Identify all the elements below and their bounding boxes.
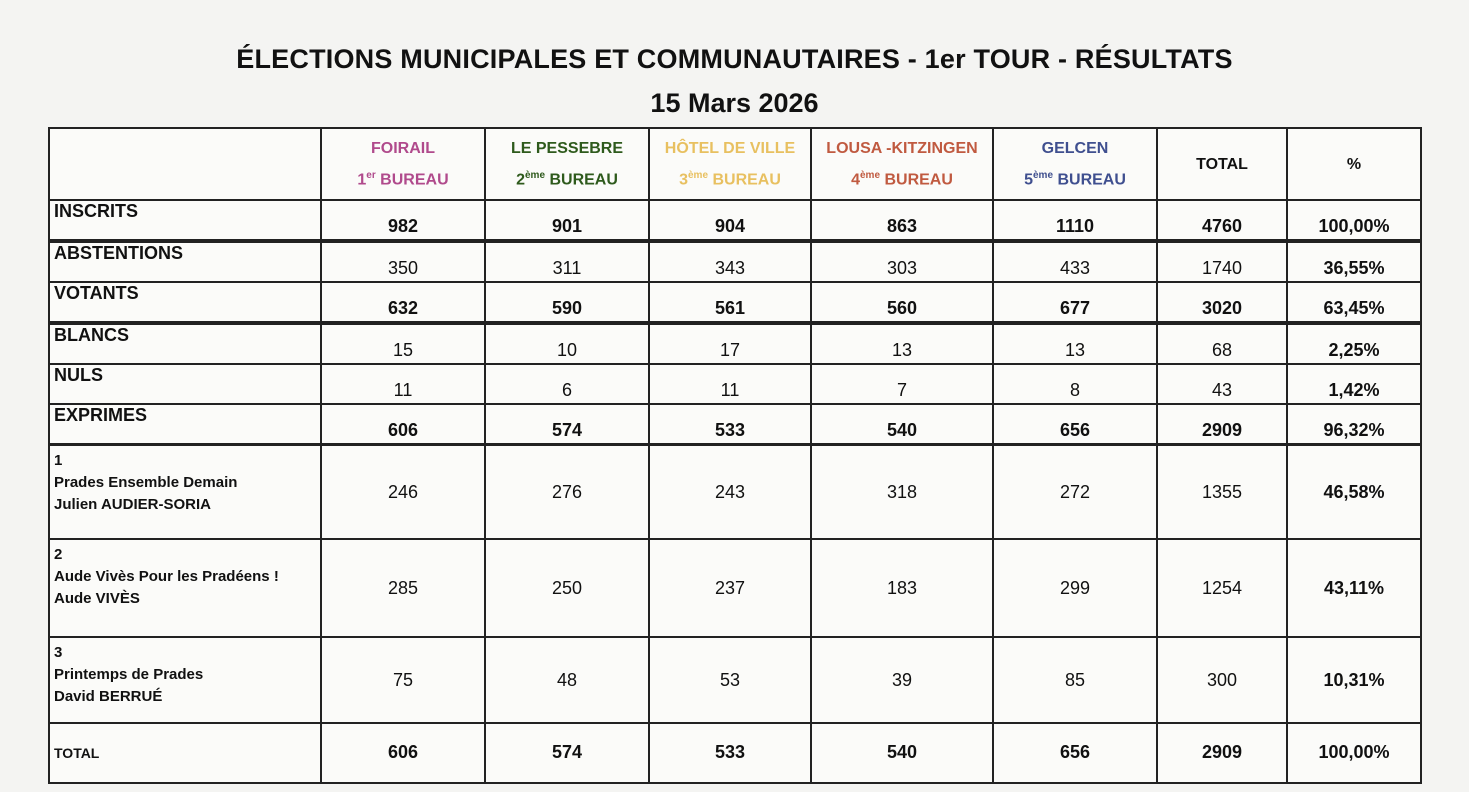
candidate-total: 1355 [1157, 445, 1287, 539]
row-label: EXPRIMES [49, 404, 321, 444]
candidate-total: 1254 [1157, 539, 1287, 637]
row-label: INSCRITS [49, 200, 321, 241]
row-total: 68 [1157, 323, 1287, 364]
candidate-row [49, 539, 1421, 637]
row-value: 10 [485, 323, 649, 364]
header-empty-cell [49, 128, 321, 200]
table-row [49, 364, 1421, 404]
bureau-name: GELCEN [1041, 139, 1109, 157]
row-pct: 63,45% [1287, 282, 1421, 323]
row-value: 982 [321, 200, 485, 241]
candidate-label [49, 539, 321, 637]
candidate-head: David BERRUÉ [54, 688, 163, 705]
row-pct: 36,55% [1287, 241, 1421, 282]
candidate-row [49, 637, 1421, 723]
bureau-word: BUREAU [884, 171, 953, 189]
bureau-sup: ème [1032, 169, 1053, 181]
row-value: 561 [649, 282, 811, 323]
candidate-value: 48 [485, 637, 649, 723]
total-label: TOTAL [49, 723, 321, 783]
bureau-word: BUREAU [1057, 171, 1126, 189]
row-value: 433 [993, 241, 1157, 282]
bureau-word: BUREAU [380, 171, 449, 189]
row-value: 560 [811, 282, 993, 323]
results-table [48, 127, 1422, 445]
row-label: VOTANTS [49, 282, 321, 323]
candidate-total: 300 [1157, 637, 1287, 723]
row-total: 3020 [1157, 282, 1287, 323]
table-row [49, 200, 1421, 241]
bureau-number [650, 162, 810, 193]
candidate-value: 85 [993, 637, 1157, 723]
candidate-pct: 43,11% [1287, 539, 1421, 637]
bureau-sup: ème [524, 169, 545, 181]
candidate-num: 3 [54, 644, 63, 661]
header-row [49, 128, 1421, 200]
candidate-value: 53 [649, 637, 811, 723]
total-value: 540 [811, 723, 993, 783]
table-row [49, 404, 1421, 444]
candidate-value: 285 [321, 539, 485, 637]
candidate-label [49, 445, 321, 539]
candidate-value: 237 [649, 539, 811, 637]
bureau-name: LE PESSEBRE [510, 139, 624, 157]
table-row [49, 282, 1421, 323]
bureau-sup: ème [859, 169, 880, 181]
candidate-value: 272 [993, 445, 1157, 539]
candidate-list: Aude Vivès Pour les Pradéens ! [54, 568, 279, 585]
bureau-num: 3 [679, 171, 688, 189]
bureau-num: 1 [357, 171, 367, 189]
candidate-value: 250 [485, 539, 649, 637]
row-value: 11 [649, 364, 811, 404]
total-pct: 100,00% [1287, 723, 1421, 783]
bureau-number [812, 162, 992, 193]
header-bureau-4 [811, 128, 993, 200]
row-pct: 1,42% [1287, 364, 1421, 404]
row-value: 13 [993, 323, 1157, 364]
row-value: 303 [811, 241, 993, 282]
candidate-list: Prades Ensemble Demain [54, 474, 238, 491]
candidate-value: 39 [811, 637, 993, 723]
row-total: 2909 [1157, 404, 1287, 444]
row-value: 8 [993, 364, 1157, 404]
total-value: 533 [649, 723, 811, 783]
row-label: NULS [49, 364, 321, 404]
total-value: 656 [993, 723, 1157, 783]
bureau-num: 5 [1024, 171, 1033, 189]
bureau-num: 2 [516, 171, 525, 189]
row-value: 350 [321, 241, 485, 282]
row-pct: 100,00% [1287, 200, 1421, 241]
row-value: 311 [485, 241, 649, 282]
bureau-number [486, 162, 648, 193]
row-value: 13 [811, 323, 993, 364]
row-value: 574 [485, 404, 649, 444]
row-value: 656 [993, 404, 1157, 444]
header-bureau-3 [649, 128, 811, 200]
candidate-value: 276 [485, 445, 649, 539]
candidate-value: 243 [649, 445, 811, 539]
candidate-label [49, 637, 321, 723]
bureau-name: HÔTEL DE VILLE [664, 139, 796, 157]
bureau-sup: ème [687, 169, 708, 181]
table-row [49, 323, 1421, 364]
row-value: 343 [649, 241, 811, 282]
header-pct: % [1287, 128, 1421, 200]
bureau-num: 4 [851, 171, 860, 189]
bureau-name: LOUSA -KITZINGEN [826, 139, 978, 157]
row-value: 540 [811, 404, 993, 444]
header-bureau-2 [485, 128, 649, 200]
candidate-num: 2 [54, 546, 63, 563]
candidate-num: 1 [54, 452, 63, 469]
total-value: 574 [485, 723, 649, 783]
row-total: 4760 [1157, 200, 1287, 241]
row-value: 606 [321, 404, 485, 444]
row-value: 6 [485, 364, 649, 404]
bureau-number [322, 162, 484, 193]
row-pct: 2,25% [1287, 323, 1421, 364]
row-value: 7 [811, 364, 993, 404]
row-value: 590 [485, 282, 649, 323]
bureau-word: BUREAU [712, 171, 781, 189]
row-value: 632 [321, 282, 485, 323]
candidate-value: 183 [811, 539, 993, 637]
bureau-word: BUREAU [549, 171, 618, 189]
table-row [49, 241, 1421, 282]
candidate-head: Julien AUDIER-SORIA [54, 496, 211, 513]
candidate-value: 299 [993, 539, 1157, 637]
row-value: 15 [321, 323, 485, 364]
row-value: 11 [321, 364, 485, 404]
bureau-name: FOIRAIL [371, 139, 435, 157]
row-value: 677 [993, 282, 1157, 323]
page-title: ÉLECTIONS MUNICIPALES ET COMMUNAUTAIRES - 1er TOUR - RÉSULTATS [236, 44, 1233, 74]
candidate-pct: 10,31% [1287, 637, 1421, 723]
candidate-pct: 46,58% [1287, 445, 1421, 539]
candidate-value: 246 [321, 445, 485, 539]
header-bureau-1 [321, 128, 485, 200]
candidate-head: Aude VIVÈS [54, 590, 140, 607]
row-label: BLANCS [49, 323, 321, 364]
row-total: 1740 [1157, 241, 1287, 282]
total-value: 606 [321, 723, 485, 783]
candidates-table [48, 444, 1422, 784]
header-total: TOTAL [1157, 128, 1287, 200]
bureau-number [994, 162, 1156, 193]
header-bureau-5 [993, 128, 1157, 200]
row-pct: 96,32% [1287, 404, 1421, 444]
bureau-sup: er [366, 169, 376, 181]
row-value: 533 [649, 404, 811, 444]
row-label: ABSTENTIONS [49, 241, 321, 282]
row-value: 1110 [993, 200, 1157, 241]
row-total: 43 [1157, 364, 1287, 404]
candidate-row [49, 445, 1421, 539]
candidate-value: 318 [811, 445, 993, 539]
candidate-list: Printemps de Prades [54, 666, 204, 683]
row-value: 863 [811, 200, 993, 241]
total-row [49, 723, 1421, 783]
page-subtitle: 15 Mars 2026 [650, 88, 819, 118]
row-value: 901 [485, 200, 649, 241]
total-total: 2909 [1157, 723, 1287, 783]
row-value: 17 [649, 323, 811, 364]
row-value: 904 [649, 200, 811, 241]
candidate-value: 75 [321, 637, 485, 723]
